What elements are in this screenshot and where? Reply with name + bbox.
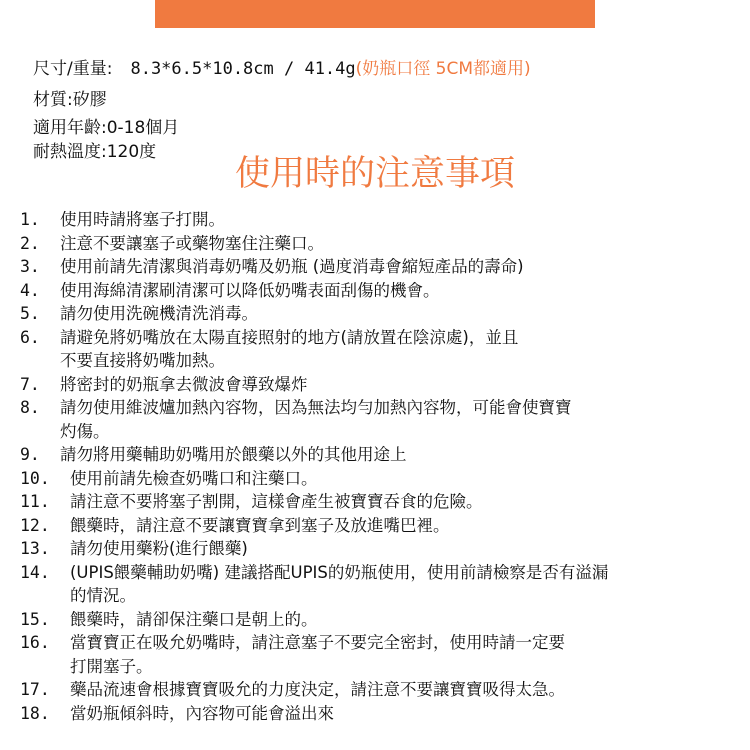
- list-item: [20, 255, 750, 279]
- list-item-number: 8.: [20, 398, 40, 417]
- spec-size-weight-label: 尺寸/重量:: [33, 59, 113, 79]
- list-item-line: 使用前請先清潔與消毒奶嘴及奶瓶 (過度消毒會縮短產品的壽命): [60, 257, 524, 276]
- list-item: [20, 232, 750, 256]
- list-item: [20, 326, 750, 373]
- list-item: [20, 443, 750, 467]
- list-item-text: [60, 443, 750, 467]
- list-item-line: (UPIS餵藥輔助奶嘴) 建議搭配UPIS的奶瓶使用，使用前請檢察是否有溢漏: [70, 562, 609, 582]
- list-item-number: 16.: [20, 633, 50, 652]
- list-item-text: [60, 232, 750, 256]
- list-item: [20, 631, 750, 678]
- list-item-number: 11.: [20, 492, 50, 511]
- list-item-line: 藥品流速會根據寶寶吸允的力度決定，請注意不要讓寶寶吸得太急。: [70, 680, 565, 699]
- list-item-number: 5.: [20, 304, 40, 323]
- list-item-line: 使用海綿清潔刷清潔可以降低奶嘴表面刮傷的機會。: [60, 280, 440, 300]
- list-item-line: 不要直接將奶嘴加熱。: [60, 351, 225, 370]
- list-item-number: 1.: [20, 210, 40, 229]
- list-item-text: [70, 561, 750, 608]
- list-item-line: 當奶瓶傾斜時，內容物可能會溢出來: [70, 703, 334, 723]
- list-item-line: 注意不要讓塞子或藥物塞住注藥口。: [60, 233, 324, 253]
- list-item: [20, 490, 750, 514]
- list-item-text: [60, 255, 750, 279]
- list-item-text: [70, 514, 750, 538]
- spec-size-weight: [33, 58, 531, 80]
- list-item-text: [60, 373, 750, 397]
- spec-size-weight-note: (奶瓶口徑 5CM都適用): [355, 59, 531, 79]
- list-item-number: 17.: [20, 680, 50, 699]
- list-item-line: 請勿使用洗碗機清洗消毒。: [60, 304, 258, 323]
- spec-heat: 耐熱溫度:120度: [33, 142, 157, 162]
- list-item-number: 15.: [20, 609, 50, 629]
- spec-size-weight-value: 8.3*6.5*10.8cm / 41.4g: [130, 59, 356, 79]
- list-item-line: 請勿使用藥粉(進行餵藥): [70, 539, 248, 558]
- list-item: [20, 702, 750, 726]
- list-item-text: [70, 537, 750, 561]
- list-item: [20, 678, 750, 702]
- list-item: [20, 561, 750, 608]
- list-item-line: 的情況。: [70, 586, 136, 605]
- list-item-number: 6.: [20, 327, 40, 347]
- list-item-line: 請勿將用藥輔助奶嘴用於餵藥以外的其他用途上: [60, 445, 407, 464]
- list-item-line: 使用時請將塞子打開。: [60, 210, 225, 229]
- spec-material: 材質:矽膠: [33, 90, 107, 110]
- list-item: [20, 396, 750, 443]
- list-item: [20, 514, 750, 538]
- list-item-number: 18.: [20, 703, 50, 723]
- list-item-text: [60, 208, 750, 232]
- list-item-number: 14.: [20, 562, 50, 582]
- list-item-text: [60, 396, 750, 443]
- list-item-text: [70, 631, 750, 678]
- list-item-line: 打開塞子。: [70, 656, 153, 676]
- list-item-text: [70, 608, 750, 632]
- list-item-text: [70, 678, 750, 702]
- list-item-text: [60, 326, 750, 373]
- list-item: [20, 537, 750, 561]
- list-item-text: [60, 279, 750, 303]
- spec-age: 適用年齡:0-18個月: [33, 118, 180, 138]
- list-item: [20, 608, 750, 632]
- list-item-line: 請注意不要將塞子割開，這樣會產生被寶寶吞食的危險。: [70, 492, 483, 511]
- list-item-number: 7.: [20, 374, 40, 394]
- list-item-number: 2.: [20, 233, 40, 253]
- list-item-line: 使用前請先檢查奶嘴口和注藥口。: [70, 468, 318, 488]
- page-title-text: 使用時的注意事項: [234, 154, 515, 194]
- list-item: [20, 208, 750, 232]
- list-item-line: 灼傷。: [60, 421, 110, 441]
- list-item-line: 將密封的奶瓶拿去微波會導致爆炸: [60, 374, 308, 394]
- top-accent-bar: [155, 0, 595, 28]
- list-item: [20, 279, 750, 303]
- list-item-text: [70, 467, 750, 491]
- list-item-line: 餵藥時，請注意不要讓寶寶拿到塞子及放進嘴巴裡。: [70, 515, 450, 535]
- list-item-number: 3.: [20, 257, 40, 276]
- list-item: [20, 373, 750, 397]
- list-item: [20, 467, 750, 491]
- list-item-number: 4.: [20, 280, 40, 300]
- list-item-line: 當寶寶正在吸允奶嘴時，請注意塞子不要完全密封，使用時請一定要: [70, 633, 565, 652]
- list-item-text: [70, 490, 750, 514]
- list-item-line: 請避免將奶嘴放在太陽直接照射的地方(請放置在陰涼處)，並且: [60, 327, 519, 347]
- list-item-line: 請勿使用維波爐加熱內容物，因為無法均勻加熱內容物，可能會使寶寶: [60, 398, 572, 417]
- page-title: [0, 152, 750, 196]
- list-item-text: [70, 702, 750, 726]
- list-item-number: 9.: [20, 445, 40, 464]
- precautions-list: [20, 208, 750, 725]
- list-item-number: 12.: [20, 515, 50, 535]
- list-item-number: 13.: [20, 539, 50, 558]
- list-item-text: [60, 302, 750, 326]
- list-item-line: 餵藥時，請卻保注藥口是朝上的。: [70, 609, 318, 629]
- list-item: [20, 302, 750, 326]
- list-item-number: 10.: [20, 468, 50, 488]
